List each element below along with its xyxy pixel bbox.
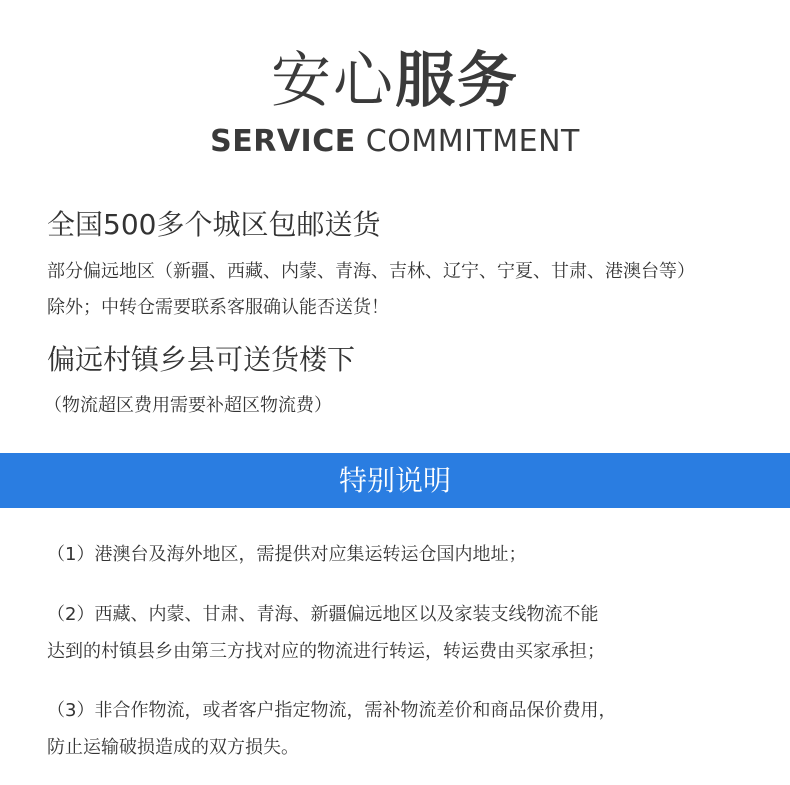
section-heading-remote: 偏远村镇乡县可送货楼下 [47, 343, 356, 376]
section-text-line: （物流超区费用需要补超区物流费） [44, 395, 332, 416]
note-item-1: （1）港澳台及海外地区，需提供对应集运转运仓国内地址； [47, 544, 527, 565]
note-item-2-line-2: 达到的村镇县乡由第三方找对应的物流进行转运，转运费由买家承担； [47, 641, 605, 662]
note-item-3-line-2: 防止运输破损造成的双方损失。 [47, 737, 299, 758]
section-text-line: 部分偏远地区（新疆、西藏、内蒙、青海、吉林、辽宁、宁夏、甘肃、港澳台等） [47, 261, 695, 282]
page-subtitle [0, 122, 790, 162]
note-item-3-line-1: （3）非合作物流，或者客户指定物流，需补物流差价和商品保价费用， [47, 700, 617, 721]
page-title [0, 44, 790, 118]
title-light: 安心 [271, 46, 395, 116]
note-item-2-line-1: （2）西藏、内蒙、甘肃、青海、新疆偏远地区以及家装支线物流不能 [47, 604, 599, 625]
title-bold: 服务 [395, 46, 519, 116]
subtitle-bold: SERVICE [210, 124, 356, 159]
special-notice-banner: 特别说明 [0, 453, 790, 508]
subtitle-light: COMMITMENT [355, 124, 580, 159]
section-heading-shipping: 全国500多个城区包邮送货 [47, 208, 381, 241]
section-text-line: 除外；中转仓需要联系客服确认能否送货！ [47, 297, 389, 318]
